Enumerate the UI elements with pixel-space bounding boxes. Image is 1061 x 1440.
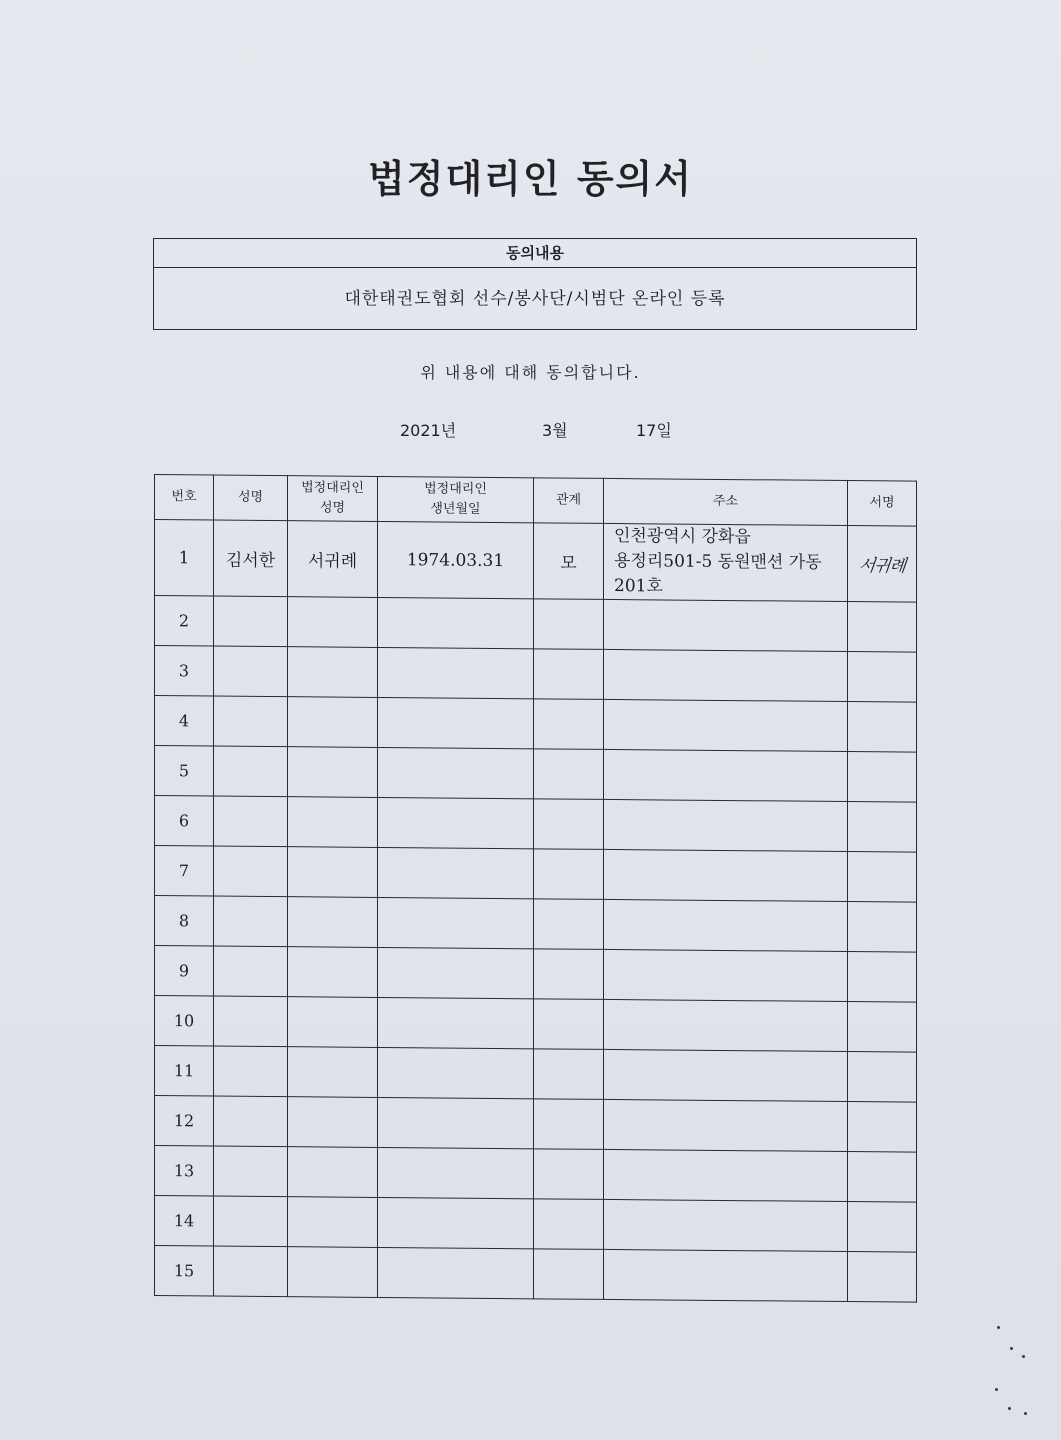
cell-no: 3: [155, 646, 214, 697]
header-guardian-birth-text: 법정대리인 생년월일: [424, 481, 487, 517]
cell-no: 11: [155, 1046, 214, 1097]
table-row: [155, 1246, 917, 1303]
header-signature: 서명: [848, 481, 917, 527]
header-relation: 관계: [534, 478, 604, 524]
table-row: [155, 696, 917, 753]
table-row: [155, 846, 917, 903]
date-day: 17일: [636, 421, 672, 440]
table-row: [155, 596, 917, 653]
table-row: [155, 520, 917, 603]
address-line: 인천광역시 강화읍: [614, 526, 751, 548]
header-no: 번호: [155, 475, 214, 521]
table-row: [155, 646, 917, 703]
table-header-row: [155, 475, 917, 527]
cell-no: 12: [155, 1096, 214, 1147]
table-row: [155, 796, 917, 853]
header-guardian-name-text: 법정대리인 성명: [301, 480, 364, 516]
document-title: 법정대리인 동의서: [368, 156, 693, 201]
cell-signature: [848, 526, 917, 603]
cell-no: 2: [155, 596, 214, 647]
cell-name: 김서한: [214, 520, 288, 597]
header-guardian-name: [288, 476, 378, 522]
table-row: [155, 1196, 917, 1253]
cell-no: 5: [155, 746, 214, 797]
cell-no: 9: [155, 946, 214, 997]
cell-no: 7: [155, 846, 214, 897]
cell-relation: 모: [534, 523, 604, 600]
cell-guardian-name: 서귀례: [288, 521, 378, 598]
table-row: [155, 1096, 917, 1153]
cell-address: [604, 523, 848, 601]
date-year: 2021년: [400, 421, 457, 440]
speck: [1010, 1347, 1013, 1350]
address-line: 201호: [614, 576, 663, 597]
address-line: 용정리501-5 동원맨션 가동: [614, 551, 822, 573]
cell-no: 14: [155, 1196, 214, 1247]
table-row: [155, 896, 917, 953]
guardian-table-wrapper: [154, 474, 916, 1303]
speck: [1008, 1407, 1011, 1410]
handwritten-signature: 서귀례: [857, 556, 906, 577]
speck: [1022, 1355, 1025, 1358]
date-month: 3월: [542, 421, 568, 440]
cell-no: 1: [155, 520, 214, 597]
speck: [1024, 1412, 1027, 1415]
cell-no: 6: [155, 796, 214, 847]
table-row: [155, 946, 917, 1003]
agreement-statement: 위 내용에 대해 동의합니다.: [420, 363, 641, 382]
cell-no: 4: [155, 696, 214, 747]
header-name: 성명: [214, 475, 288, 521]
header-guardian-birth: [378, 476, 534, 522]
consent-body: 대한태권도협회 선수/봉사단/시범단 온라인 등록: [344, 289, 726, 309]
speck: [995, 1388, 998, 1391]
header-address: 주소: [604, 478, 848, 525]
table-row: [155, 1146, 917, 1203]
table-row: [155, 1046, 917, 1103]
cell-no: 13: [155, 1146, 214, 1197]
cell-no: 8: [155, 896, 214, 947]
consent-header: 동의내용: [154, 239, 916, 268]
guardian-consent-table: [154, 474, 917, 1303]
cell-no: 10: [155, 996, 214, 1047]
table-row: [155, 746, 917, 803]
cell-guardian-birth: 1974.03.31: [378, 521, 534, 598]
table-row: [155, 996, 917, 1053]
speck: [997, 1326, 1000, 1329]
consent-content-box: [153, 238, 917, 330]
cell-no: 15: [155, 1246, 214, 1297]
